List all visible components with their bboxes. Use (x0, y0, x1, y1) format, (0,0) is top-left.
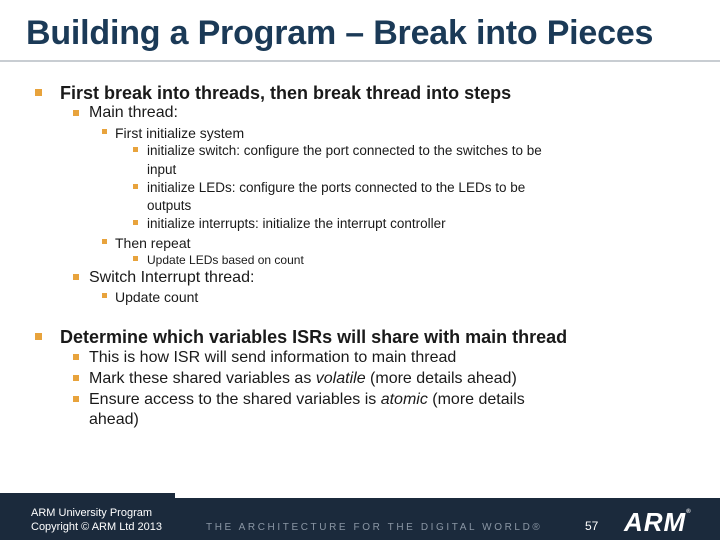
emphasis-atomic: atomic (380, 391, 428, 408)
bullet-l3: First initialize system (115, 125, 245, 141)
bullet-l4: initialize interrupts: initialize the interrupt controller (147, 216, 446, 231)
slide-title: Building a Program – Break into Pieces (26, 14, 654, 52)
emphasis-volatile: volatile (315, 370, 366, 387)
bullet-marker (35, 89, 42, 96)
bullet-marker (73, 110, 79, 116)
bullet-marker (73, 396, 79, 402)
logo-registered-mark: ® (686, 509, 692, 515)
bullet-l2 (89, 391, 525, 409)
bullet-l3: Then repeat (115, 235, 191, 251)
footer-bar (0, 498, 720, 540)
bullet-l2: Switch Interrupt thread: (89, 269, 255, 286)
bullet-marker (102, 129, 107, 134)
bullet-l3: Update count (115, 289, 199, 305)
bullet-marker (133, 220, 138, 225)
page-number: 57 (585, 519, 599, 533)
bullet-l4: initialize switch: configure the port connected to the switches to be (147, 143, 542, 158)
bullet-l1: Determine which variables ISRs will share with main thread (60, 327, 568, 347)
logo-text: ARM (624, 507, 687, 537)
bullet-l1: First break into threads, then break thread into steps (60, 83, 512, 103)
bullet-marker (35, 333, 42, 340)
bullet-marker (133, 184, 138, 189)
bullet-marker (73, 375, 79, 381)
bullet-marker (133, 147, 138, 152)
title-divider (0, 60, 720, 62)
bullet-marker (102, 293, 107, 298)
footer-tagline: THE ARCHITECTURE FOR THE DIGITAL WORLD® (206, 522, 543, 533)
bullet-l2: This is how ISR will send information to main thread (89, 349, 457, 366)
text-run: Ensure access to the shared variables is (89, 391, 381, 408)
bullet-l2-continued: ahead) (89, 411, 139, 428)
bullet-marker (73, 274, 79, 280)
bullet-l2 (89, 370, 517, 388)
footer-copyright: Copyright © ARM Ltd 2013 (31, 521, 163, 533)
footer-program: ARM University Program (31, 507, 153, 519)
bullet-marker (73, 354, 79, 360)
bullet-l4: Update LEDs based on count (147, 253, 304, 267)
arm-logo (624, 507, 692, 538)
bullet-l4-continued: input (147, 162, 177, 177)
bullet-l2: Main thread: (89, 104, 178, 121)
bullet-marker (102, 239, 107, 244)
bullet-l4: initialize LEDs: configure the ports connected to the LEDs to be (147, 180, 526, 195)
bullet-l4-continued: outputs (147, 198, 192, 213)
bullet-marker (133, 256, 138, 261)
text-run: (more details ahead) (365, 370, 517, 387)
text-run: Mark these shared variables as (89, 370, 316, 387)
text-run: (more details (427, 391, 525, 408)
